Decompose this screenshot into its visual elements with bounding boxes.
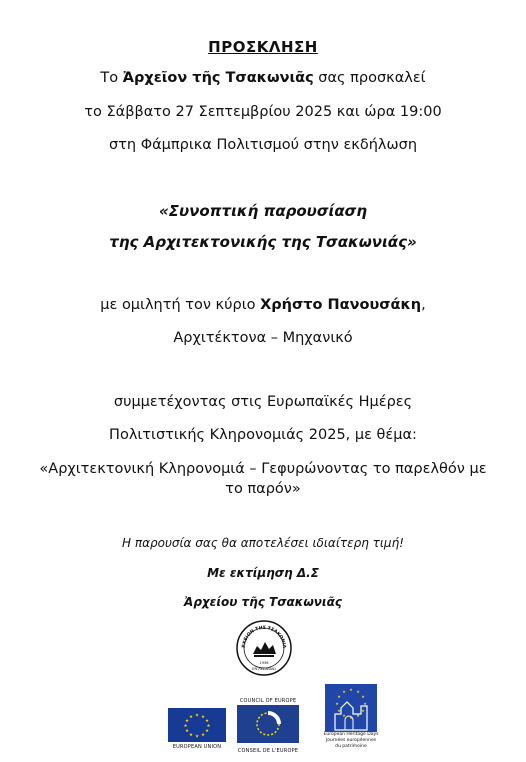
svg-text:★: ★ (206, 724, 211, 729)
svg-text:★: ★ (184, 719, 190, 724)
svg-text:★: ★ (342, 689, 346, 694)
intro-suffix: σας προσκαλεί (313, 70, 426, 86)
svg-text:★: ★ (188, 715, 194, 720)
svg-text:★: ★ (194, 734, 200, 740)
coe-caption-top: COUNCIL OF EUROPE (239, 698, 297, 704)
ehd-caption-1: European Heritage Days (323, 732, 379, 737)
svg-text:★: ★ (337, 694, 341, 699)
seal-ring-text: ΡΧΕΙΟΝ ΤΗΣ ΤΣΑΚΩΝΙΑ (241, 625, 287, 649)
speaker-prefix: με ομιλητή τον κύριο (100, 297, 261, 313)
event-datetime: το Σάββατο 27 Σεπτεμβρίου 2025 και ώρα 19:00 (84, 104, 442, 120)
regards-text: Με εκτίμηση Δ.Σ (207, 566, 319, 580)
svg-text:★: ★ (183, 724, 188, 729)
event-venue: στη Φάμπρικα Πολιτισμού στην εκδήλωση (108, 137, 418, 153)
theme-line-2: το παρόν» (225, 481, 301, 497)
council-of-europe-logo (235, 698, 301, 754)
theme-line-1: «Αρχιτεκτονική Κληρονομιά – Γεφυρώνοντας το παρελθόν με (39, 461, 487, 477)
archive-name: Ἀρχεῖον τῆς Τσακωνιᾶς (122, 70, 314, 86)
signature-text: Ἀρχείου τῆς Τσακωνιᾶς (184, 595, 342, 609)
svg-text:★: ★ (194, 713, 200, 719)
svg-text:★: ★ (188, 733, 194, 738)
heritage-days-emblem-icon (325, 684, 377, 732)
seal-place: ΕΝ ΛΕΩΝΙΔΙΩ (252, 667, 276, 671)
eu-caption: EUROPEAN UNION (172, 744, 222, 750)
seal-year: 1936 (259, 661, 269, 665)
svg-text:★: ★ (204, 729, 210, 734)
svg-text:★: ★ (342, 713, 346, 718)
speaker-name: Χρήστο Πανουσάκη (260, 297, 422, 313)
invitation-title: ΠΡΟΣΚΛΗΣΗ (208, 38, 318, 56)
archive-seal-logo (236, 620, 292, 676)
svg-text:★: ★ (200, 715, 206, 720)
svg-text:★: ★ (363, 701, 367, 706)
honor-text: Η παρουσία σας θα αποτελέσει ιδιαίτερη τιμή! (122, 536, 404, 550)
svg-text:★: ★ (335, 701, 339, 706)
svg-text:★: ★ (184, 729, 190, 734)
svg-text:★: ★ (361, 708, 365, 713)
intro-prefix: Το (100, 70, 123, 86)
speaker-role: Αρχιτέκτονα – Μηχανικό (173, 330, 353, 346)
svg-text:★: ★ (356, 689, 360, 694)
coe-emblem-icon (235, 704, 301, 744)
svg-text:★: ★ (200, 733, 206, 738)
european-union-logo (168, 708, 226, 750)
svg-text:★: ★ (356, 713, 360, 718)
eu-flag-icon (168, 708, 226, 742)
speaker-line (0, 297, 526, 313)
svg-text:★: ★ (361, 694, 365, 699)
speaker-suffix: , (421, 297, 426, 313)
svg-text:★: ★ (337, 708, 341, 713)
participation-line-1: συμμετέχοντας στις Ευρωπαϊκές Ημέρες (113, 394, 413, 410)
talk-title-line-1: «Συνοπτική παρουσίαση (158, 202, 368, 220)
ehd-caption-3: du patrimoine (335, 744, 367, 749)
participation-line-2: Πολιτιστικής Κληρονομιάς 2025, με θέμα: (109, 427, 417, 443)
european-heritage-days-logo (318, 684, 384, 760)
svg-text:★: ★ (204, 719, 210, 724)
invitation-intro (0, 70, 526, 86)
svg-text:★: ★ (349, 715, 353, 720)
coe-caption-bottom: CONSEIL DE L'EUROPE (237, 748, 299, 754)
svg-text:★: ★ (349, 687, 353, 692)
talk-title-line-2: της Αρχιτεκτονικής της Τσακωνιάς» (109, 233, 417, 251)
ehd-caption-2: Journées européennes (325, 738, 377, 743)
